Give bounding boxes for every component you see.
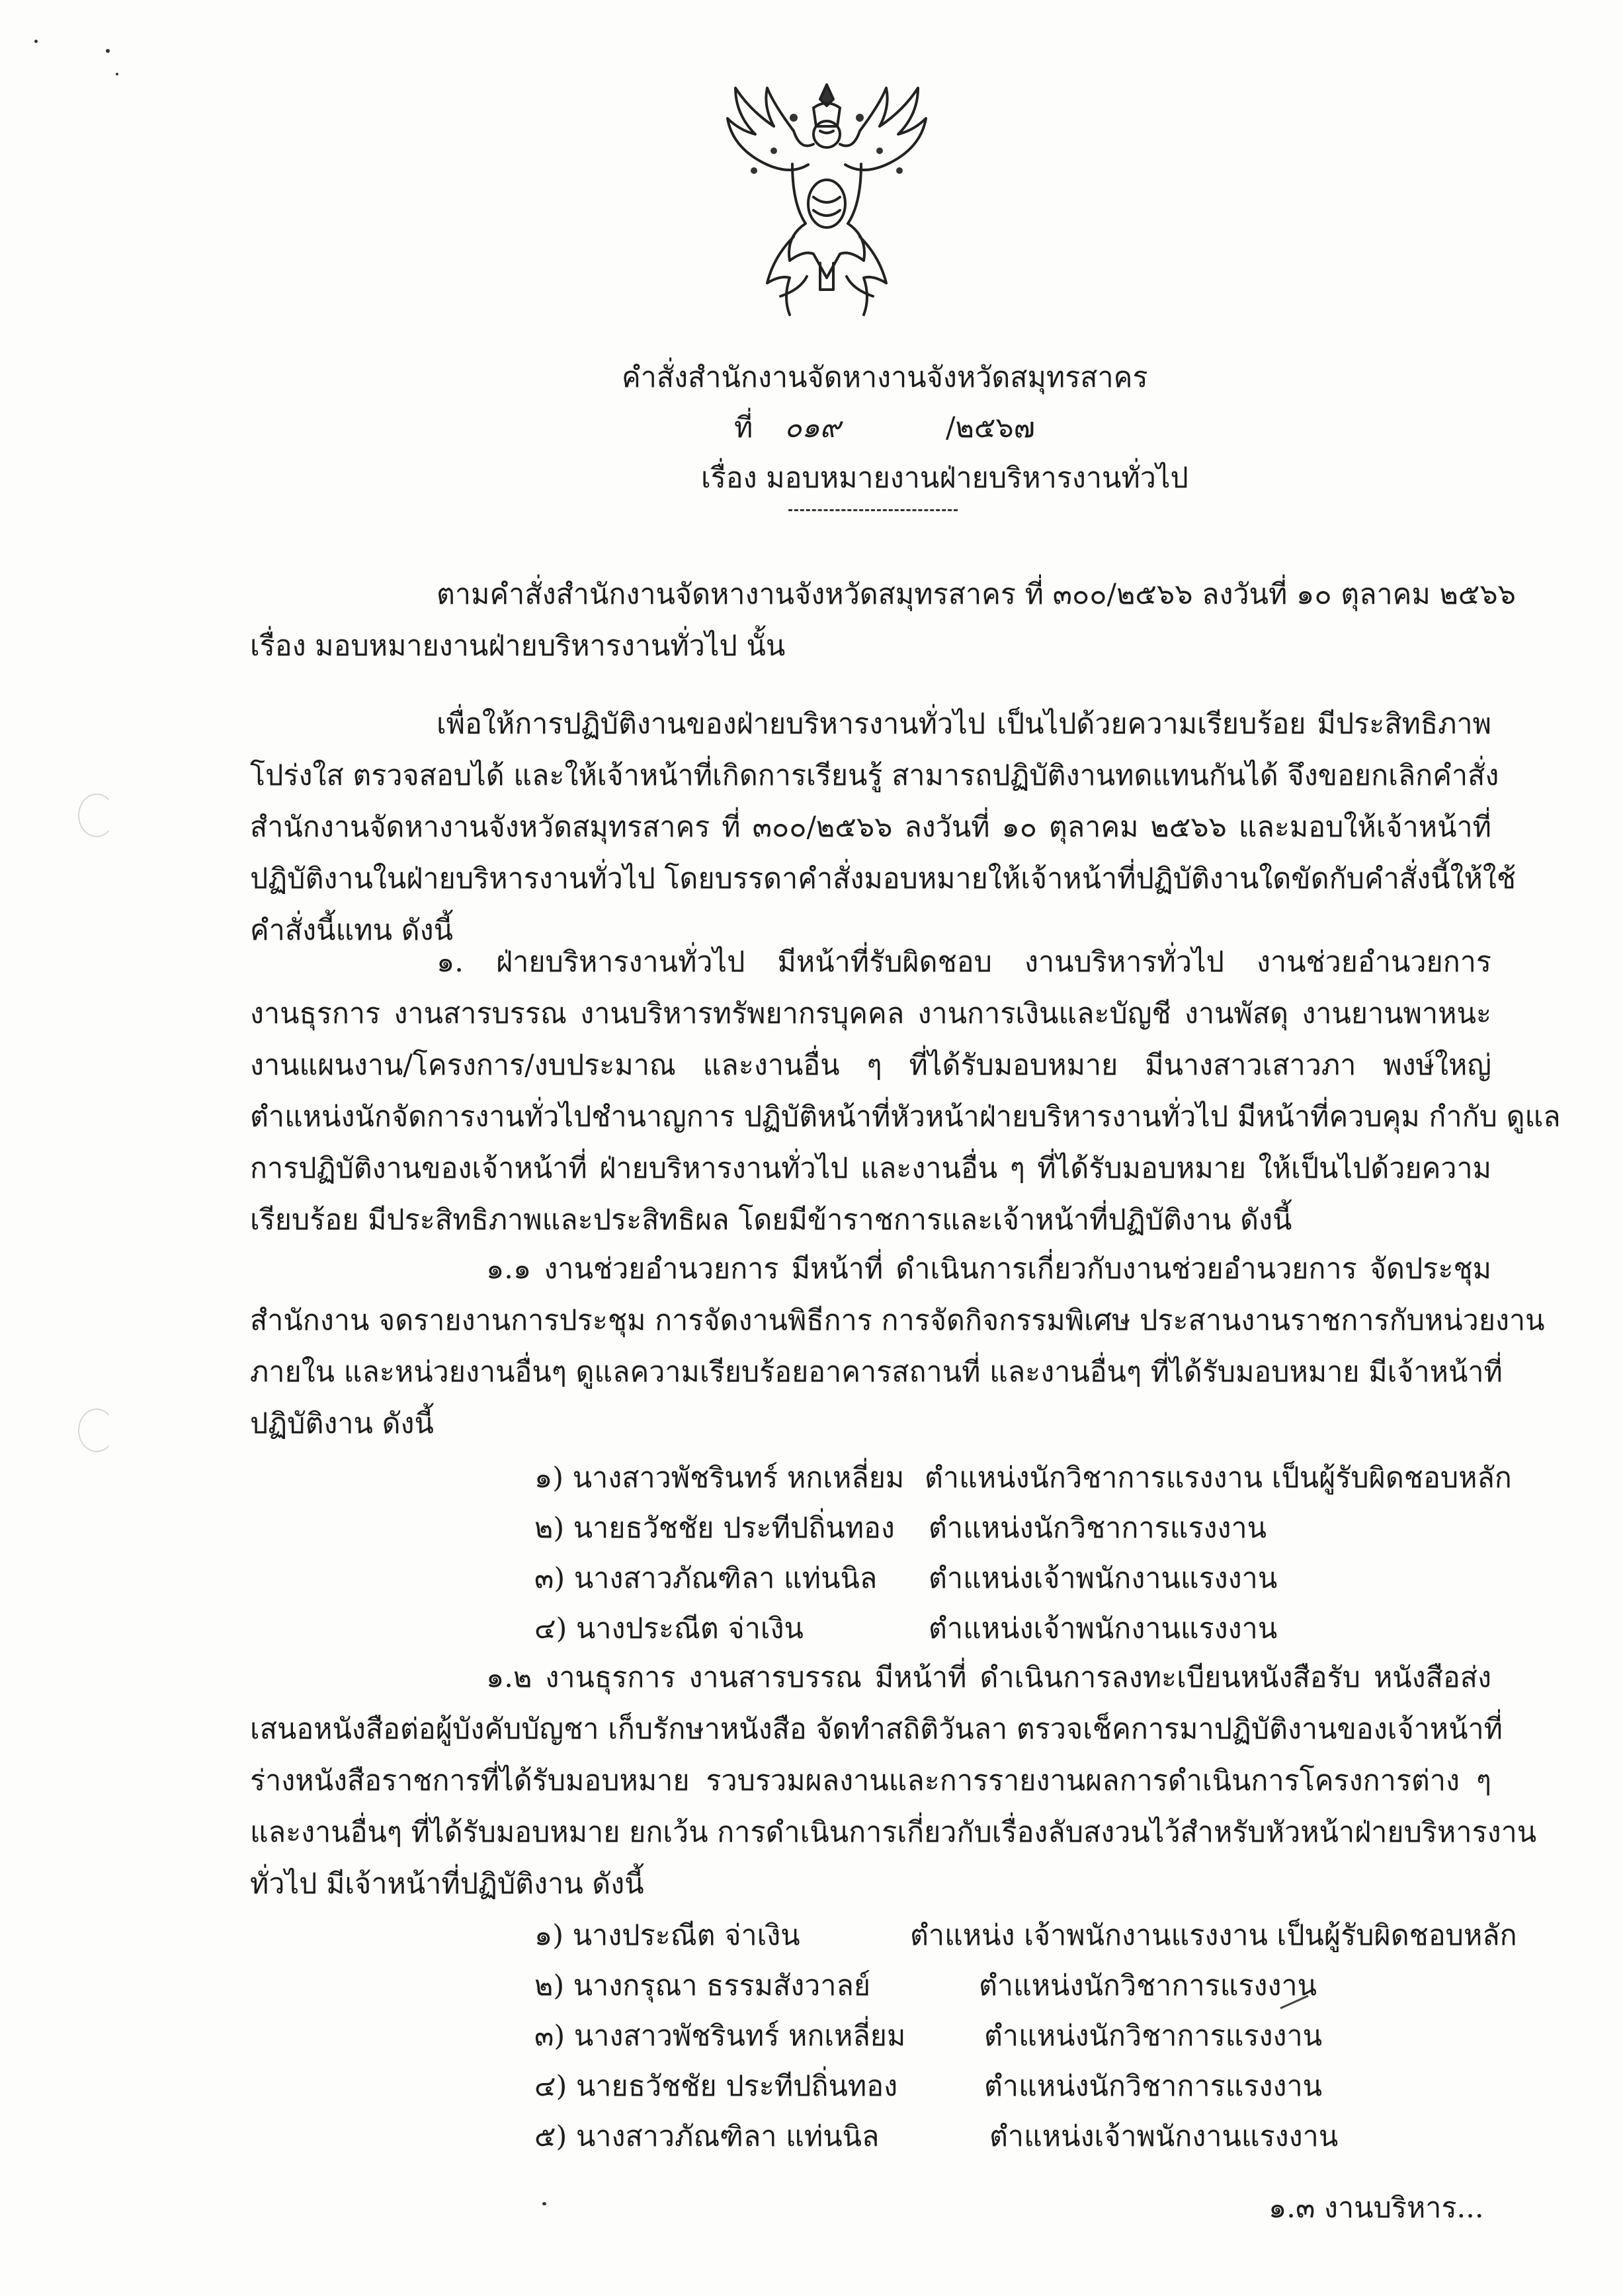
punch-hole-mark [78,794,115,837]
scan-speck [542,2202,546,2205]
staff-name: ๔) นางประณีต จ่าเงิน [534,1612,804,1645]
intro-p1-line-2: เรื่อง มอบหมายงานฝ่ายบริหารงานทั่วไป นั้น [250,630,786,663]
order-number-prefix: ที่ [734,411,753,444]
garuda-emblem-icon [714,78,939,317]
staff-name: ๑) นางสาวพัชรินทร์ หกเหลี่ยม [534,1461,905,1495]
continuation-note: ๑.๓ งานบริหาร... [1269,2192,1484,2225]
staff-position: ตำแหน่งนักวิชาการแรงงาน เป็นผู้รับผิดชอบหลัก [925,1461,1512,1495]
staff-name: ๒) นายธวัชชัย ประทีปถิ่นทอง [534,1512,895,1545]
staff-position: ตำแหน่งนักวิชาการแรงงาน [984,2020,1323,2053]
section1-line-5: การปฏิบัติงานของเจ้าหน้าที่ ฝ่ายบริหารงานทั่วไป และงานอื่น ๆ ที่ได้รับมอบหมาย ให้เป็นไปด้วยความ [250,1152,1491,1185]
section1-2-line-4: และงานอื่นๆ ที่ได้รับมอบหมาย ยกเว้น การดำเนินการเกี่ยวกับเรื่องลับสงวนไว้สำหรับหัวหน้าฝ่ายบริหารงาน [250,1816,1537,1849]
intro-p2-line-2: โปร่งใส ตรวจสอบได้ และให้เจ้าหน้าที่เกิดการเรียนรู้ สามารถปฏิบัติงานทดแทนกันได้ จึงขอยกเลิกคำสั่ง [250,759,1499,792]
order-issuer-line: คำสั่งสำนักงานจัดหางานจังหวัดสมุทรสาคร [622,361,1148,394]
section1-2-line-3: ร่างหนังสือราชการที่ได้รับมอบหมาย รวบรวมผลงานและการรายงานผลการดำเนินการโครงการต่าง ๆ [250,1764,1491,1797]
staff-name: ๒) นางกรุณา ธรรมสังวาลย์ [534,1969,871,2002]
section1-1-line-4: ปฏิบัติงาน ดังนี้ [250,1407,434,1440]
scan-speck [34,40,38,43]
section1-2-line-5: ทั่วไป มีเจ้าหน้าที่ปฏิบัติงาน ดังนี้ [250,1867,644,1901]
staff-name: ๕) นางสาวภัณฑิลา แท่นนิล [534,2120,880,2153]
section1-2-line-2: เสนอหนังสือต่อผู้บังคับบัญชา เก็บรักษาหนังสือ จัดทำสถิติวันลา ตรวจเช็คการมาปฏิบัติงานของเจ้าหน้าที่ [250,1713,1503,1746]
staff-position: ตำแหน่งเจ้าพนักงานแรงงาน [929,1562,1278,1595]
staff-name: ๓) นางสาวภัณฑิลา แท่นนิล [534,1562,878,1595]
punch-hole-mark [78,1409,115,1452]
intro-p2-line-5: คำสั่งนี้แทน ดังนี้ [250,914,453,947]
section1-1-line-3: ภายใน และหน่วยงานอื่นๆ ดูแลความเรียบร้อยอาคารสถานที่ และงานอื่นๆ ที่ได้รับมอบหมาย มีเจ้าหน้าที่ [250,1356,1503,1389]
intro-p2-line-1: เพื่อให้การปฏิบัติงานของฝ่ายบริหารงานทั่วไป เป็นไปด้วยความเรียบร้อย มีประสิทธิภาพ [437,708,1491,741]
order-number-year: /๒๕๖๗ [946,411,1036,444]
order-number-value: ๐๑๙ [784,411,841,444]
staff-position: ตำแหน่งนักวิชาการแรงงาน [979,1969,1317,2002]
staff-position: ตำแหน่งนักวิชาการแรงงาน [929,1512,1267,1545]
intro-p2-line-3: สำนักงานจัดหางานจังหวัดสมุทรสาคร ที่ ๓๐๐/๒๕๖๖ ลงวันที่ ๑๐ ตุลาคม ๒๕๖๖ และมอบให้เจ้าหน้าที่ [250,811,1491,844]
staff-name: ๑) นางประณีต จ่าเงิน [534,1919,800,1952]
scan-speck [106,49,110,53]
staff-name: ๓) นางสาวพัชรินทร์ หกเหลี่ยม [534,2020,906,2053]
section1-1-line-2: สำนักงาน จดรายงานการประชุม การจัดงานพิธีการ การจัดกิจกรรมพิเศษ ประสานงานราชการกับหน่วยงาน [250,1304,1545,1337]
staff-position: ตำแหน่ง เจ้าพนักงานแรงงาน เป็นผู้รับผิดชอบหลัก [910,1919,1517,1952]
section1-1-line-1: ๑.๑ งานช่วยอำนวยการ มีหน้าที่ ดำเนินการเกี่ยวกับงานช่วยอำนวยการ จัดประชุม [486,1252,1491,1286]
order-subject: เรื่อง มอบหมายงานฝ่ายบริหารงานทั่วไป [701,462,1188,495]
scan-speck [116,73,118,75]
staff-position: ตำแหน่งเจ้าพนักงานแรงงาน [929,1612,1278,1645]
section1-line-1: ๑. ฝ่ายบริหารงานทั่วไป มีหน้าที่รับผิดชอบ งานบริหารทั่วไป งานช่วยอำนวยการ [437,946,1491,979]
section1-line-2: งานธุรการ งานสารบรรณ งานบริหารทรัพยากรบุคคล งานการเงินและบัญชี งานพัสดุ งานยานพาหนะ [250,997,1491,1030]
section1-2-line-1: ๑.๒ งานธุรการ งานสารบรรณ มีหน้าที่ ดำเนินการลงทะเบียนหนังสือรับ หนังสือส่ง [486,1661,1491,1694]
intro-p2-line-4: ปฏิบัติงานในฝ่ายบริหารงานทั่วไป โดยบรรดาคำสั่งมอบหมายให้เจ้าหน้าที่ปฏิบัติงานใดขัดกับคำสั่งนี้ให้ใช้ [250,862,1517,895]
staff-position: ตำแหน่งนักวิชาการแรงงาน [984,2070,1323,2103]
staff-position: ตำแหน่งเจ้าพนักงานแรงงาน [989,2120,1339,2153]
intro-p1-line-1: ตามคำสั่งสำนักงานจัดหางานจังหวัดสมุทรสาคร ที่ ๓๐๐/๒๕๖๖ ลงวันที่ ๑๐ ตุลาคม ๒๕๖๖ [437,578,1516,611]
staff-name: ๔) นายธวัชชัย ประทีปถิ่นทอง [534,2070,898,2103]
header-divider [788,509,958,511]
section1-line-3: งานแผนงาน/โครงการ/งบประมาณ และงานอื่น ๆ ที่ได้รับมอบหมาย มีนางสาวเสาวภา พงษ์ใหญ่ [250,1049,1491,1082]
section1-line-6: เรียบร้อย มีประสิทธิภาพและประสิทธิผล โดยมีข้าราชการและเจ้าหน้าที่ปฏิบัติงาน ดังนี้ [250,1204,1292,1237]
section1-line-4: ตำแหน่งนักจัดการงานทั่วไปชำนาญการ ปฏิบัติหน้าที่หัวหน้าฝ่ายบริหารงานทั่วไป มีหน้าที่ควบคุม กำกับ ดูแล [250,1100,1561,1133]
